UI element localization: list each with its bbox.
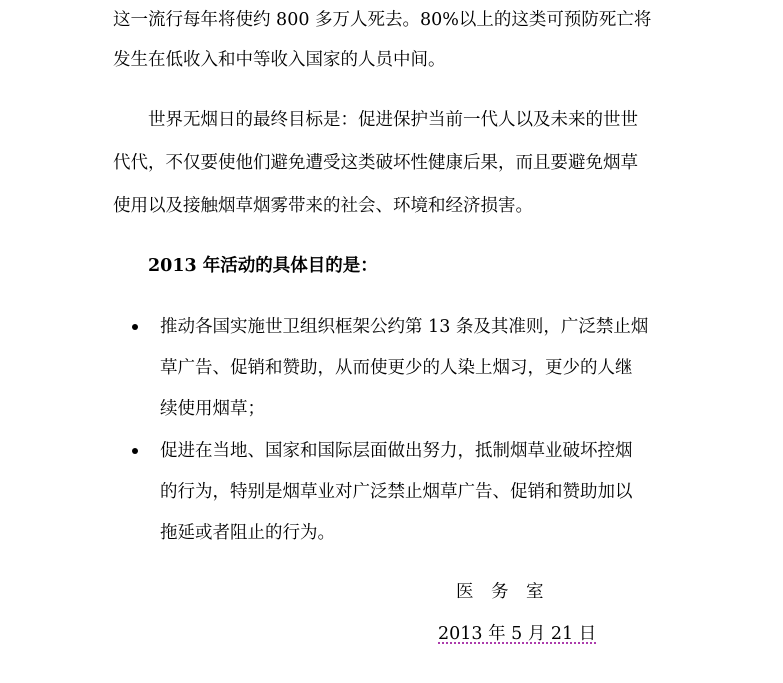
bullet-1-line-1: 推动各国实施世卫组织框架公约第 13 条及其准则，广泛禁止烟 [160, 317, 649, 337]
bullet-2-line-3: 拖延或者阻止的行为。 [160, 523, 335, 543]
bullet-1-line-2: 草广告、促销和赞助，从而使更少的人染上烟习，更少的人继 [160, 358, 633, 378]
bullet-2-line-1: 促进在当地、国家和国际层面做出努力，抵制烟草业破坏控烟 [160, 441, 633, 461]
paragraph-1-line-1: 这一流行每年将使约 800 多万人死去。80%以上的这类可预防死亡将 [113, 10, 652, 30]
paragraph-1-line-2: 发生在低收入和中等收入国家的人员中间。 [113, 50, 446, 70]
paragraph-2-line-2: 代代，不仅要使他们避免遭受这类破坏性健康后果，而且要避免烟草 [113, 153, 638, 173]
paragraph-2-line-3: 使用以及接触烟草烟雾带来的社会、环境和经济损害。 [113, 196, 533, 216]
paragraph-2-line-1: 世界无烟日的最终目标是：促进保护当前一代人以及未来的世世 [148, 110, 638, 130]
objectives-heading: 2013 年活动的具体目的是： [148, 256, 378, 276]
signature-office: 医 务 室 [456, 582, 544, 602]
bullet-2-line-2: 的行为，特别是烟草业对广泛禁止烟草广告、促销和赞助加以 [160, 482, 633, 502]
bullet-dot-icon [132, 448, 138, 454]
bullet-dot-icon [132, 324, 138, 330]
signature-date: 2013 年 5 月 21 日 [438, 624, 597, 644]
bullet-1-line-3: 续使用烟草； [160, 399, 265, 419]
